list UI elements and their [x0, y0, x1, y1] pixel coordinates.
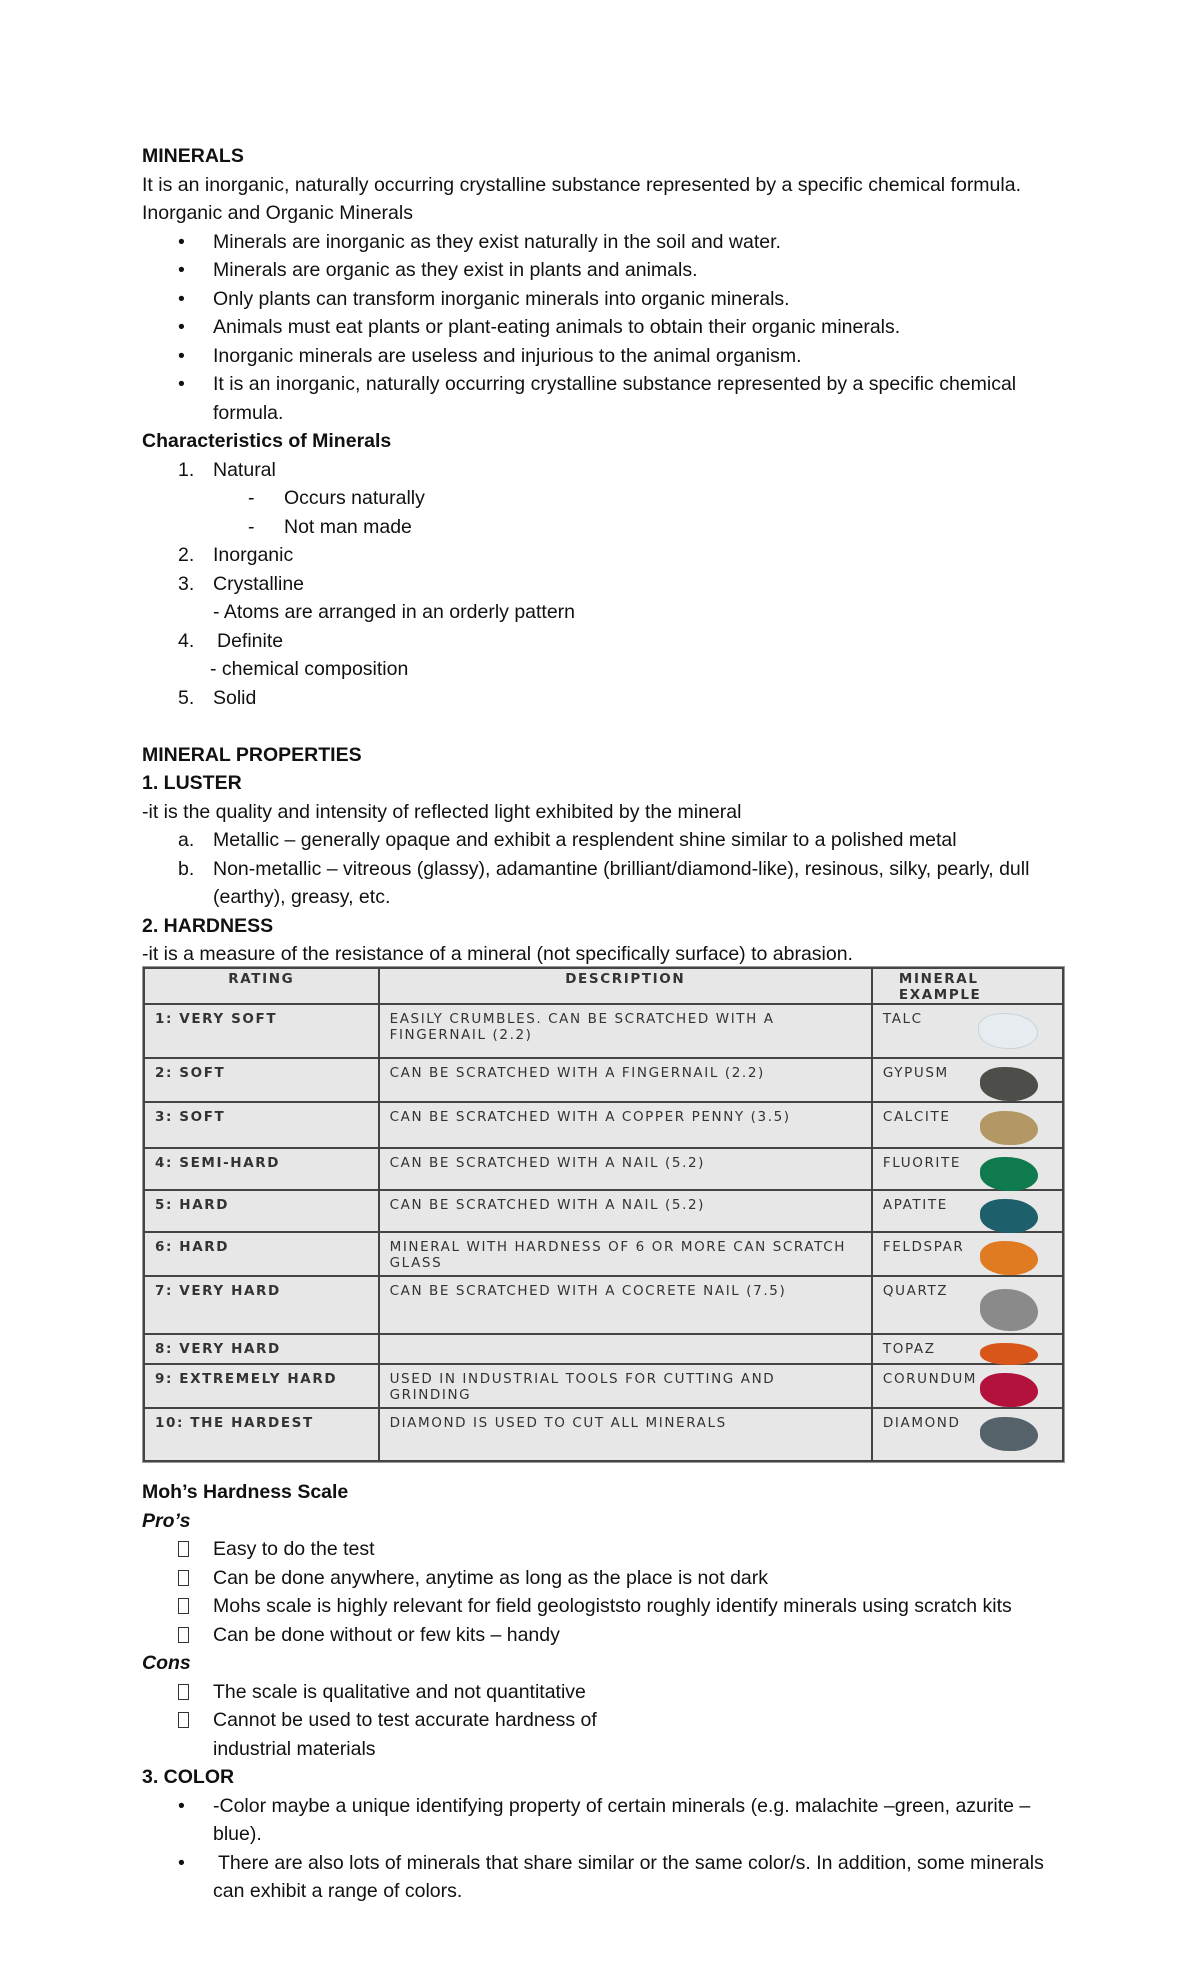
- pros-list: [142, 1535, 1062, 1649]
- mineral-specimen-icon: [980, 1289, 1038, 1331]
- cell-mineral: DIAMOND: [872, 1408, 1063, 1461]
- cell-description: CAN BE SCRATCHED WITH A NAIL (5.2): [379, 1190, 872, 1232]
- page-title: MINERALS: [142, 145, 244, 167]
- cons-list: [142, 1678, 1062, 1764]
- mineral-specimen-icon: [978, 1013, 1038, 1049]
- list-item: • There are also lots of minerals that share similar or the same color/s. In addition, some minerals can exhibit a range of colors.: [178, 1851, 1044, 1902]
- list-item: Easy to do the test: [142, 1535, 1062, 1564]
- header-rating: RATING: [144, 968, 379, 1004]
- mineral-specimen-icon: [980, 1241, 1038, 1275]
- cell-description: MINERAL WITH HARDNESS OF 6 OR MORE CAN SCRATCH GLASS: [379, 1232, 872, 1276]
- table-row: [144, 1148, 1063, 1190]
- table-row: [144, 1408, 1063, 1461]
- hardness-definition: -it is a measure of the resistance of a mineral (not specifically surface) to abrasion.: [142, 943, 853, 965]
- list-item: • Only plants can transform inorganic minerals into organic minerals.: [178, 287, 790, 310]
- list-item: - Not man made: [248, 515, 412, 538]
- cell-mineral: CORUNDUM: [872, 1364, 1063, 1408]
- properties-heading: MINERAL PROPERTIES: [142, 743, 362, 766]
- list-item: The scale is qualitative and not quantitative: [142, 1678, 1062, 1707]
- list-item: • Animals must eat plants or plant-eating animals to obtain their organic minerals.: [178, 316, 901, 338]
- luster-heading: 1. LUSTER: [142, 772, 242, 794]
- list-item: a. Metallic – generally opaque and exhibit a resplendent shine similar to a polished metal: [178, 829, 957, 851]
- table-row: [144, 1276, 1063, 1334]
- cell-mineral: APATITE: [872, 1190, 1063, 1232]
- inorganic-heading: Inorganic and Organic Minerals: [142, 202, 413, 224]
- cell-mineral: QUARTZ: [872, 1276, 1063, 1334]
- list-item: 2. Inorganic: [178, 544, 294, 566]
- cell-mineral: TOPAZ: [872, 1334, 1063, 1364]
- mineral-specimen-icon: [980, 1157, 1038, 1191]
- characteristics-list: [142, 456, 1062, 713]
- list-item: • Minerals are organic as they exist in plants and animals.: [178, 259, 698, 281]
- table-row: [144, 1364, 1063, 1408]
- cell-description: CAN BE SCRATCHED WITH A FINGERNAIL (2.2): [379, 1058, 872, 1102]
- table-row: [144, 1102, 1063, 1148]
- list-item: 3. Crystalline: [178, 572, 305, 595]
- list-item: b. Non-metallic – vitreous (glassy), adamantine (brilliant/diamond-like), resinous, silky, pearly, dull (earthy), greasy, etc.: [178, 857, 1030, 908]
- cell-mineral: FELDSPAR: [872, 1232, 1063, 1276]
- mineral-specimen-icon: [980, 1373, 1038, 1407]
- mineral-specimen-icon: [980, 1417, 1038, 1451]
- list-item: - Occurs naturally: [248, 487, 425, 509]
- list-item: 1. Natural: [178, 458, 276, 481]
- color-heading: 3. COLOR: [142, 1766, 235, 1788]
- header-mineral: MINERAL EXAMPLE: [872, 968, 1063, 1004]
- list-item: 4. Definite: [178, 629, 284, 652]
- pros-label: Pro’s: [142, 1509, 191, 1532]
- cell-rating: 10: THE HARDEST: [144, 1408, 379, 1461]
- list-item: - chemical composition: [210, 658, 409, 680]
- table-row: [144, 1190, 1063, 1232]
- cell-description: [379, 1334, 872, 1364]
- cell-rating: 2: SOFT: [144, 1058, 379, 1102]
- list-item: - Atoms are arranged in an orderly pattern: [213, 601, 576, 623]
- lower-text: [142, 1478, 1062, 1906]
- cons-label: Cons: [142, 1652, 191, 1674]
- mineral-specimen-icon: [980, 1067, 1038, 1101]
- bullet-icon: [178, 1541, 189, 1557]
- cell-rating: 4: SEMI-HARD: [144, 1148, 379, 1190]
- table-row: [144, 1004, 1063, 1058]
- bullet-icon: [178, 1598, 189, 1614]
- bullet-icon: [178, 1570, 189, 1586]
- luster-definition: -it is the quality and intensity of reflected light exhibited by the mineral: [142, 800, 742, 823]
- cell-rating: 7: VERY HARD: [144, 1276, 379, 1334]
- cell-description: DIAMOND IS USED TO CUT ALL MINERALS: [379, 1408, 872, 1461]
- bullet-icon: [178, 1712, 189, 1728]
- cell-rating: 5: HARD: [144, 1190, 379, 1232]
- bullet-icon: [178, 1627, 189, 1643]
- cell-rating: 6: HARD: [144, 1232, 379, 1276]
- list-item: Can be done anywhere, anytime as long as the place is not dark: [142, 1564, 1062, 1593]
- inorganic-list: [142, 228, 1062, 428]
- list-item: • Minerals are inorganic as they exist naturally in the soil and water.: [178, 230, 781, 253]
- cell-description: CAN BE SCRATCHED WITH A COPPER PENNY (3.5): [379, 1102, 872, 1148]
- cell-mineral: CALCITE: [872, 1102, 1063, 1148]
- list-item: • Inorganic minerals are useless and injurious to the animal organism.: [178, 344, 802, 367]
- cell-description: CAN BE SCRATCHED WITH A NAIL (5.2): [379, 1148, 872, 1190]
- hardness-heading: 2. HARDNESS: [142, 914, 274, 937]
- upper-text: [142, 142, 1062, 969]
- table-header-row: [144, 968, 1063, 1004]
- cell-mineral: GYPUSM: [872, 1058, 1063, 1102]
- cell-description: EASILY CRUMBLES. CAN BE SCRATCHED WITH A FINGERNAIL (2.2): [379, 1004, 872, 1058]
- table-row: [144, 1232, 1063, 1276]
- header-description: DESCRIPTION: [379, 968, 872, 1004]
- cell-rating: 1: VERY SOFT: [144, 1004, 379, 1058]
- color-list: [142, 1792, 1062, 1906]
- cell-mineral: FLUORITE: [872, 1148, 1063, 1190]
- list-item: • It is an inorganic, naturally occurring crystalline substance represented by a specific chemical formula.: [178, 373, 1017, 424]
- cell-mineral: TALC: [872, 1004, 1063, 1058]
- list-item: Can be done without or few kits – handy: [142, 1621, 1062, 1650]
- table-row: [144, 1058, 1063, 1102]
- mineral-specimen-icon: [980, 1199, 1038, 1233]
- luster-list: [142, 826, 1062, 912]
- table-row: [144, 1334, 1063, 1364]
- list-item: Cannot be used to test accurate hardness of industrial materials: [142, 1706, 603, 1763]
- mohs-scale-table: [142, 966, 1065, 1463]
- list-item: • -Color maybe a unique identifying property of certain minerals (e.g. malachite –green, azurite – blue).: [178, 1794, 1031, 1845]
- list-item: 5. Solid: [178, 686, 257, 709]
- cell-rating: 3: SOFT: [144, 1102, 379, 1148]
- mineral-specimen-icon: [980, 1343, 1038, 1365]
- mohs-heading: Moh’s Hardness Scale: [142, 1481, 349, 1503]
- cell-description: USED IN INDUSTRIAL TOOLS FOR CUTTING AND GRINDING: [379, 1364, 872, 1408]
- characteristics-heading: Characteristics of Minerals: [142, 430, 392, 452]
- mineral-specimen-icon: [980, 1111, 1038, 1145]
- cell-rating: 9: EXTREMELY HARD: [144, 1364, 379, 1408]
- cell-rating: 8: VERY HARD: [144, 1334, 379, 1364]
- cell-description: CAN BE SCRATCHED WITH A COCRETE NAIL (7.5): [379, 1276, 872, 1334]
- list-item: Mohs scale is highly relevant for field geologiststo roughly identify minerals using scratch kits: [142, 1592, 1062, 1621]
- bullet-icon: [178, 1684, 189, 1700]
- intro-text: It is an inorganic, naturally occurring crystalline substance represented by a specific chemical formula.: [142, 173, 1021, 196]
